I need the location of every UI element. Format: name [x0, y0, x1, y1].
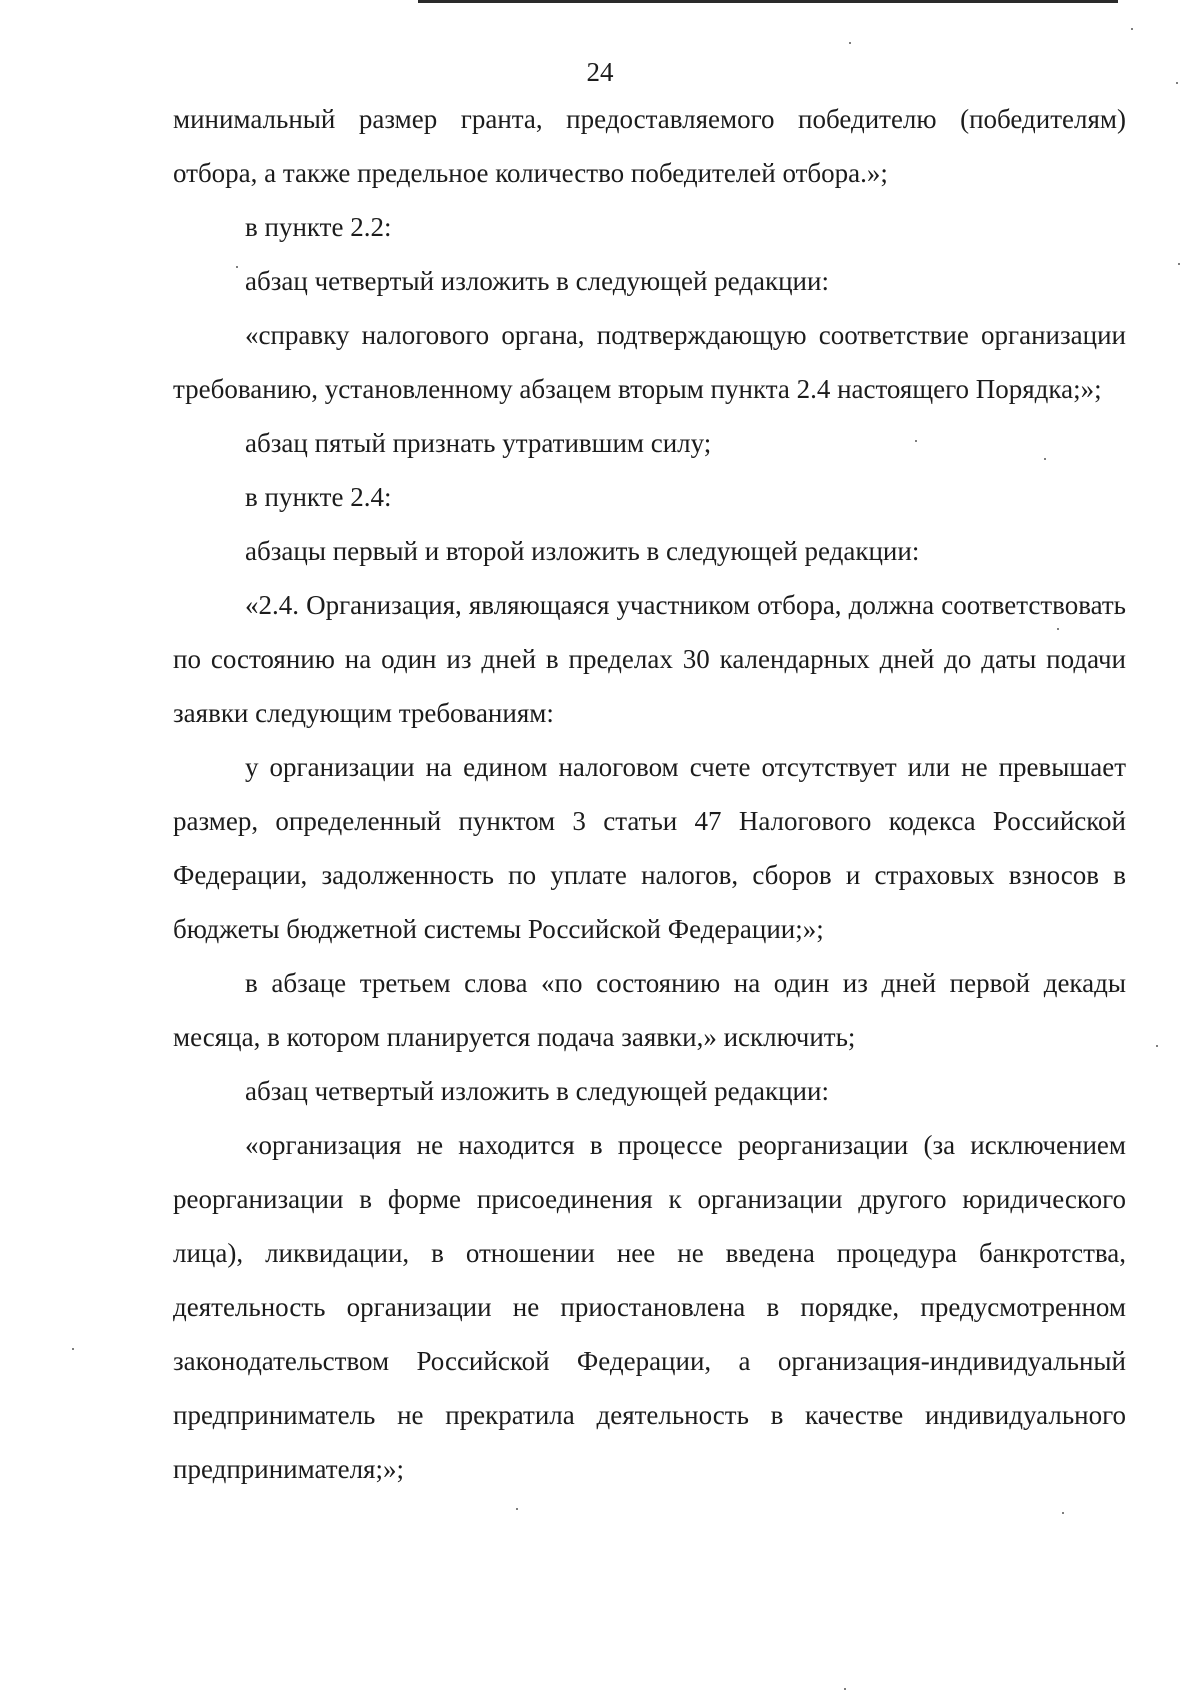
scan-speck	[1131, 28, 1133, 30]
document-body	[173, 92, 1126, 1496]
top-edge-rule	[418, 0, 1118, 3]
scan-speck	[72, 1348, 74, 1350]
scan-speck	[844, 1688, 846, 1690]
page-number: 24	[586, 57, 614, 87]
paragraph: «организация не находится в процессе реорганизации (за исключением реорганизации в форме присоединения к организации другого юридического лица), ликвидации, в отношении нее не введена процедура банкротства, деятельность организации не приостановлена в порядке, предусмотренном законодательством Российской Федерации, а организация-индивидуальный предприниматель не прекратила деятельность в качестве индивидуального предпринимателя;»;	[173, 1130, 1126, 1484]
scan-speck	[1057, 628, 1059, 630]
scan-speck	[1178, 263, 1180, 265]
paragraph-continuation: минимальный размер гранта, предоставляемого победителю (победителям) отбора, а также предельное количество победителей отбора.»;	[173, 104, 1126, 188]
paragraph: абзац пятый признать утратившим силу;	[245, 428, 712, 458]
scan-speck	[1062, 1512, 1064, 1514]
scan-speck	[1156, 1045, 1158, 1047]
paragraph: у организации на едином налоговом счете отсутствует или не превышает размер, определенный пунктом 3 статьи 47 Налогового кодекса Российской Федерации, задолженность по уплате налогов, сборов и страховых взносов в бюджеты бюджетной системы Российской Федерации;»;	[173, 752, 1126, 944]
paragraph: абзац четвертый изложить в следующей редакции:	[245, 266, 829, 296]
paragraph: «справку налогового органа, подтверждающую соответствие организации требованию, установленному абзацем вторым пункта 2.4 настоящего Порядка;»;	[173, 320, 1126, 404]
scan-speck	[915, 440, 917, 442]
paragraph: в пункте 2.2:	[245, 212, 392, 242]
paragraph: «2.4. Организация, являющаяся участником отбора, должна соответствовать по состоянию на один из дней в пределах 30 календарных дней до даты подачи заявки следующим требованиям:	[173, 590, 1126, 728]
paragraph: в абзаце третьем слова «по состоянию на один из дней первой декады месяца, в котором планируется подача заявки,» исключить;	[173, 968, 1126, 1052]
scan-speck	[849, 42, 851, 44]
paragraph: абзац четвертый изложить в следующей редакции:	[245, 1076, 829, 1106]
paragraph: в пункте 2.4:	[245, 482, 392, 512]
scan-speck	[1044, 458, 1046, 460]
scan-speck	[1176, 82, 1178, 84]
scan-speck	[236, 266, 238, 268]
paragraph: абзацы первый и второй изложить в следующей редакции:	[245, 536, 920, 566]
scan-speck	[516, 1508, 518, 1510]
